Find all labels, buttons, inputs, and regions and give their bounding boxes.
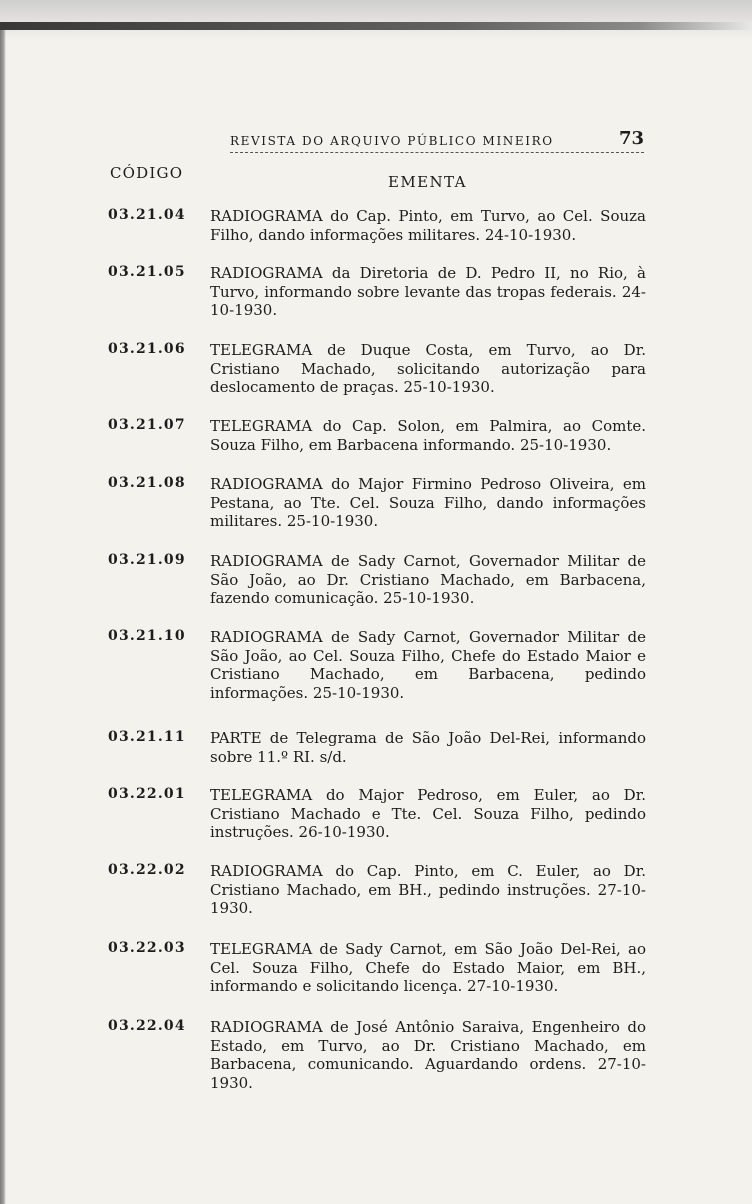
entry-summary: TELEGRAMA de Duque Costa, em Turvo, ao Dr. Cristiano Machado, solicitando autorização para deslocamento de praças. 25-10-1930. xyxy=(210,341,646,396)
page-number: 73 xyxy=(618,128,644,149)
entry-code: 03.21.09 xyxy=(108,552,186,568)
binding-stripe xyxy=(0,22,752,30)
entry-code: 03.22.03 xyxy=(108,940,186,956)
entry-summary: RADIOGRAMA de Sady Carnot, Governador Militar de São João, ao Cel. Souza Filho, Chefe do Estado Maior e Cristiano Machado, em Barbacena, pedindo informações. 25-10-1930. xyxy=(210,628,646,702)
entry-summary: TELEGRAMA do Major Pedroso, em Euler, ao Dr. Cristiano Machado e Tte. Cel. Souza Filho, pedindo instruções. 26-10-1930. xyxy=(210,786,646,841)
entry-summary: TELEGRAMA do Cap. Solon, em Palmira, ao Comte. Souza Filho, em Barbacena informando. 25-10-1930. xyxy=(210,417,646,454)
entry-code: 03.21.04 xyxy=(108,207,186,223)
left-margin-shadow xyxy=(0,30,6,1204)
journal-title: REVISTA DO ARQUIVO PÚBLICO MINEIRO xyxy=(230,134,554,148)
entry-code: 03.21.07 xyxy=(108,417,186,433)
entry-code: 03.22.01 xyxy=(108,786,186,802)
entry-summary: RADIOGRAMA do Cap. Pinto, em C. Euler, ao Dr. Cristiano Machado, em BH., pedindo instruções. 27-10-1930. xyxy=(210,862,646,917)
entry-summary: RADIOGRAMA de José Antônio Saraiva, Engenheiro do Estado, em Turvo, ao Dr. Cristiano Machado, em Barbacena, comunicando. Aguardando ordens. 27-10-1930. xyxy=(210,1018,646,1092)
entry-summary: RADIOGRAMA da Diretoria de D. Pedro II, no Rio, à Turvo, informando sobre levante das tropas federais. 24-10-1930. xyxy=(210,264,646,319)
header-rule xyxy=(230,152,644,153)
entry-summary: PARTE de Telegrama de São João Del-Rei, informando sobre 11.º RI. s/d. xyxy=(210,729,646,766)
entry-code: 03.21.05 xyxy=(108,264,186,280)
codigo-column-heading: CÓDIGO xyxy=(110,164,184,182)
entry-summary: TELEGRAMA de Sady Carnot, em São João Del-Rei, ao Cel. Souza Filho, Chefe do Estado Maior, em BH., informando e solicitando licença. 27-10-1930. xyxy=(210,940,646,995)
entry-summary: RADIOGRAMA de Sady Carnot, Governador Militar de São João, ao Dr. Cristiano Machado, em Barbacena, fazendo comunicação. 25-10-1930. xyxy=(210,552,646,607)
entry-code: 03.22.02 xyxy=(108,862,186,878)
entry-code: 03.22.04 xyxy=(108,1018,186,1034)
entry-code: 03.21.10 xyxy=(108,628,186,644)
page-top-edge xyxy=(0,0,752,40)
running-header xyxy=(230,128,644,152)
ementa-column-heading: EMENTA xyxy=(388,173,467,191)
entry-summary: RADIOGRAMA do Cap. Pinto, em Turvo, ao Cel. Souza Filho, dando informações militares. 24-10-1930. xyxy=(210,207,646,244)
entry-code: 03.21.08 xyxy=(108,475,186,491)
entry-code: 03.21.11 xyxy=(108,729,186,745)
entry-code: 03.21.06 xyxy=(108,341,186,357)
entry-summary: RADIOGRAMA do Major Firmino Pedroso Oliveira, em Pestana, ao Tte. Cel. Souza Filho, dando informações militares. 25-10-1930. xyxy=(210,475,646,530)
